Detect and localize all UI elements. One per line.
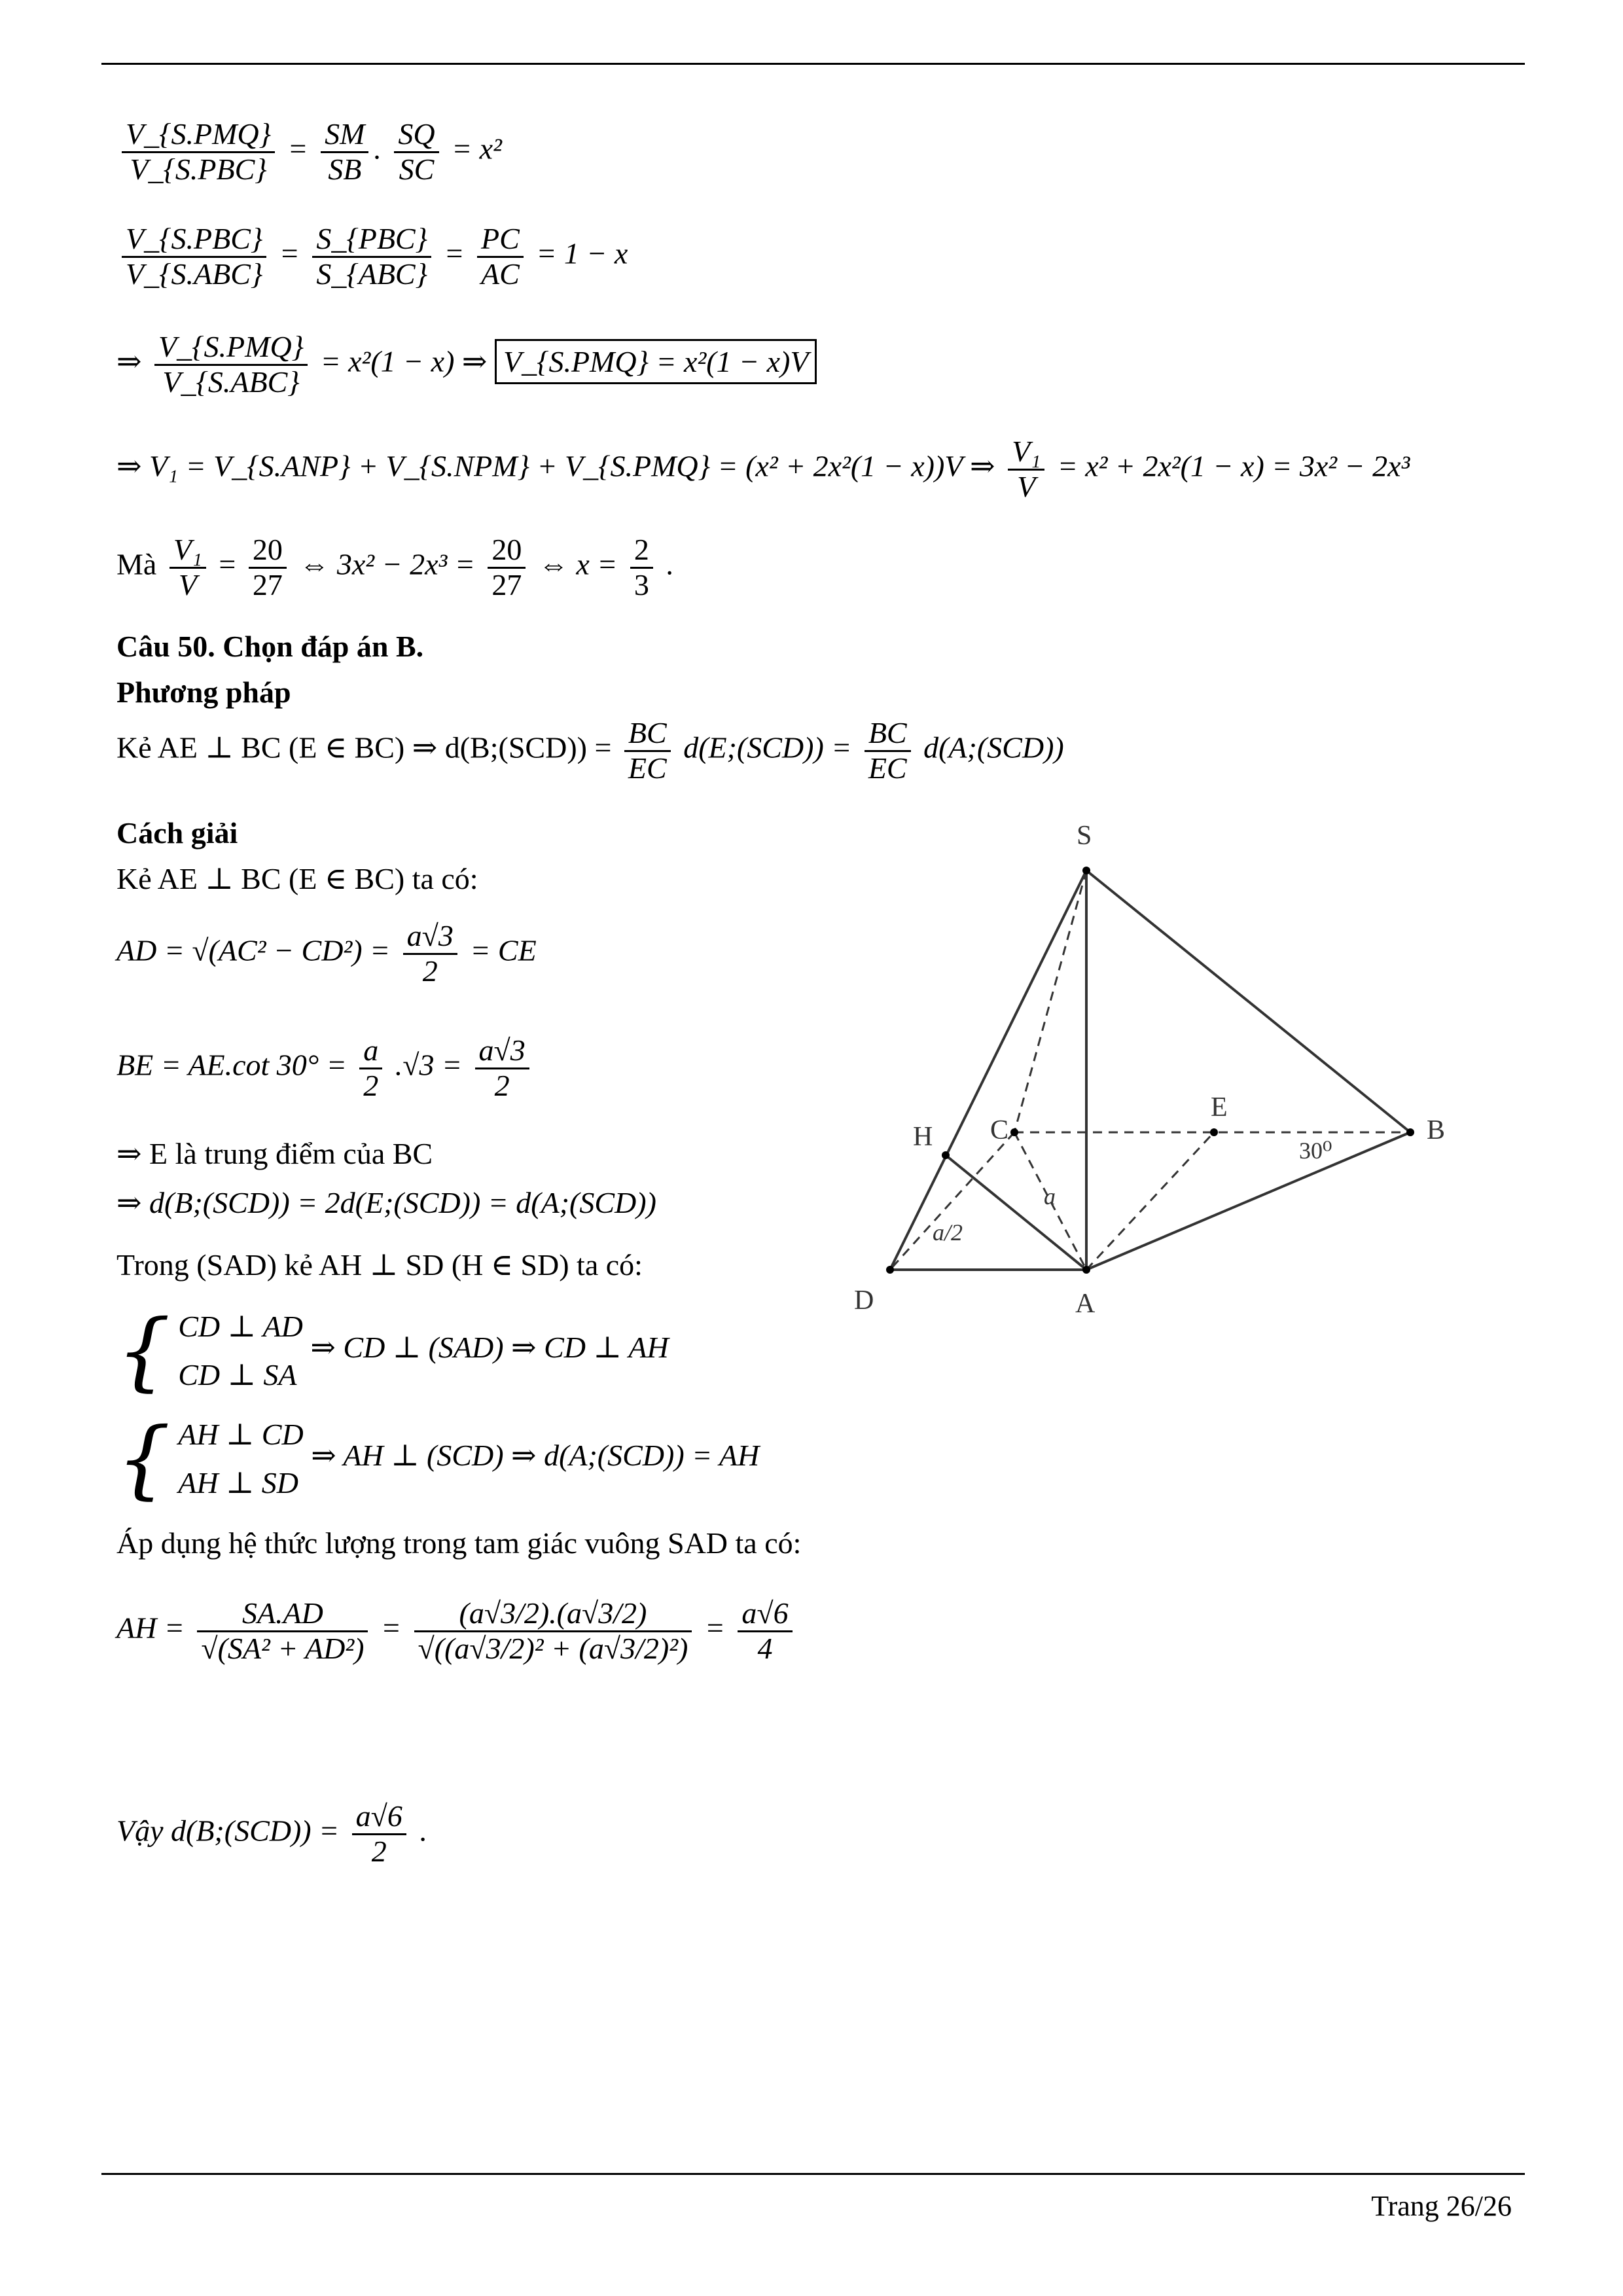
- text-ma: Mà: [116, 547, 157, 581]
- fraction-numerator: V_{S.PBC}: [122, 223, 266, 258]
- vertex-b: [1406, 1128, 1414, 1136]
- left-brace: {: [116, 1300, 171, 1401]
- equation-part: = CE: [470, 933, 537, 967]
- label-c: C: [990, 1115, 1009, 1145]
- fraction-numerator: S_{PBC}: [312, 223, 431, 258]
- fraction-denominator: √((a√3/2)² + (a√3/2)²): [418, 1631, 688, 1665]
- equation-part: = x² + 2x²(1 − x) = 3x² − 2x³: [1057, 449, 1410, 483]
- system-rhs: ⇒ AH ⊥ (SCD) ⇒ d(A;(SCD)) = AH: [311, 1439, 760, 1473]
- boxed-result: V_{S.PMQ} = x²(1 − x)V: [495, 339, 817, 384]
- fraction-denominator: SB: [328, 152, 362, 186]
- fraction-numerator: BC: [624, 717, 671, 752]
- equation-part: .√3 =: [395, 1048, 463, 1082]
- question-50-title: Câu 50. Chọn đáp án B.: [116, 630, 424, 663]
- segment-ha: [946, 1155, 1086, 1270]
- fraction-denominator: EC: [868, 751, 907, 785]
- fraction-numerator: a√6: [738, 1597, 792, 1632]
- segment-ae: [1086, 1132, 1214, 1270]
- vertex-c: [1010, 1128, 1018, 1136]
- fraction-denominator: V_{S.ABC}: [126, 257, 263, 291]
- fraction-denominator: V_{S.ABC}: [162, 365, 300, 399]
- label-angle-30: 30⁰: [1299, 1138, 1332, 1164]
- vertex-e: [1210, 1128, 1218, 1136]
- period: .: [419, 1814, 427, 1848]
- equation-part: AD = √(AC² − CD²) =: [116, 933, 391, 967]
- vertex-h: [942, 1151, 950, 1159]
- edge-sb: [1086, 870, 1410, 1132]
- solution-step-6: Trong (SAD) kẻ AH ⊥ SD (H ∈ SD) ta có:: [116, 1248, 643, 1282]
- system-row: CD ⊥ SA: [178, 1357, 297, 1391]
- solution-system-2: [116, 1410, 759, 1507]
- equation-end: ⇔ x =: [538, 547, 618, 581]
- equation-part: ⇒ V₁ = V_{S.ANP} + V_{S.NPM} + V_{S.PMQ} = (x² + 2x²(1 − x))V ⇒: [116, 449, 995, 483]
- fraction-numerator: SM: [321, 118, 368, 153]
- equation-volume-ratio-pbc: $\frac{\text{V\_\{S.PBC\}}}{\text{V\_\{S.ABC\}}}$ = $\frac{\text{S\_\{PBC\}}}{\text{S\_\{ABC\}}}$ = $\frac{PC}{AC}$ = 1 − x: [116, 223, 628, 291]
- fraction-numerator: a√3: [403, 920, 457, 955]
- equation-solve-x: Mà $\frac{\text{V₁}}{V}$ = $\frac{20}{27}$ ⇔ 3x² − 2x³ = $\frac{20}{27}$ ⇔ x = $\frac{2}{3}$ .: [116, 533, 673, 601]
- fraction-denominator: 27: [491, 567, 522, 601]
- fraction-numerator: V₁: [169, 533, 206, 569]
- fraction-denominator: S_{ABC}: [316, 257, 427, 291]
- label-b: B: [1427, 1115, 1446, 1145]
- fraction-numerator: 20: [488, 533, 526, 569]
- system-row: AH ⊥ SD: [178, 1465, 299, 1499]
- fraction-denominator: 27: [252, 567, 283, 601]
- equation-middle: ⇔ 3x² − 2x³ =: [299, 547, 475, 581]
- system-row: AH ⊥ CD: [178, 1418, 304, 1451]
- solution-ah-computation: AH = $\frac{SA.AD}{\text{√(SA² + AD²)}}$ = $\frac{(a√3/2).(a√3/2)}{\text{√((a√3/2)² + (a√3/2)²)}}$ = $\frac{a√6}{4}$: [116, 1597, 798, 1665]
- fraction-numerator: 20: [249, 533, 287, 569]
- fraction-numerator: SQ: [394, 118, 438, 153]
- equation-volume-pmq-boxed: [116, 331, 817, 399]
- equation-middle: = x²(1 − x) ⇒: [320, 344, 488, 378]
- left-brace: {: [116, 1408, 171, 1509]
- page-number: Trang 26/26: [1371, 2190, 1512, 2222]
- method-part: d(A;(SCD)): [923, 730, 1064, 764]
- solution-step-9: Áp dụng hệ thức lượng trong tam giác vuông SAD ta có:: [116, 1526, 802, 1560]
- fraction-denominator: 2: [422, 954, 438, 988]
- equation-part: Vậy d(B;(SCD)) =: [116, 1814, 340, 1848]
- equation-rhs: = 1 − x: [536, 236, 628, 270]
- method-part: d(E;(SCD)) =: [683, 730, 852, 764]
- label-edge-a: a: [1044, 1183, 1056, 1210]
- edge-ab: [1086, 1132, 1410, 1270]
- label-s: S: [1077, 821, 1092, 851]
- footer-rule: [101, 2173, 1525, 2175]
- solution-step-2: [116, 920, 537, 988]
- header-rule: [101, 63, 1525, 65]
- equation-rhs: = x²: [452, 132, 502, 166]
- fraction-denominator: AC: [481, 257, 520, 291]
- label-edge-a-half: a/2: [933, 1219, 963, 1246]
- fraction-numerator: V₁: [1008, 435, 1044, 471]
- figure-edges: [890, 870, 1410, 1270]
- fraction-numerator: a: [359, 1034, 382, 1069]
- fraction-denominator: 2: [371, 1834, 387, 1868]
- fraction-denominator: 2: [494, 1068, 510, 1102]
- fraction-numerator: SA.AD: [197, 1597, 368, 1632]
- edge-cd: [890, 1132, 1014, 1270]
- fraction-denominator: V: [178, 567, 197, 601]
- fraction-denominator: 2: [363, 1068, 379, 1102]
- equation-v1-sum: [116, 435, 1410, 503]
- fraction-numerator: V_{S.PMQ}: [154, 331, 308, 366]
- fraction-numerator: BC: [865, 717, 911, 752]
- label-h: H: [913, 1122, 933, 1152]
- fraction-denominator: V_{S.PBC}: [130, 152, 267, 186]
- method-heading: Phương pháp: [116, 675, 291, 709]
- solution-system-1: [116, 1302, 669, 1399]
- fraction-numerator: (a√3/2).(a√3/2): [414, 1597, 692, 1632]
- label-a: A: [1075, 1289, 1096, 1319]
- fraction-denominator: EC: [628, 751, 667, 785]
- edge-sc: [1014, 870, 1086, 1132]
- system-rhs: ⇒ CD ⊥ (SAD) ⇒ CD ⊥ AH: [310, 1331, 669, 1365]
- method-statement: [116, 717, 1064, 785]
- pyramid-figure: [841, 818, 1456, 1329]
- system-row: CD ⊥ AD: [178, 1310, 303, 1343]
- fraction-numerator: V_{S.PMQ}: [122, 118, 275, 153]
- vertex-s: [1082, 867, 1090, 874]
- vertex-a: [1082, 1266, 1090, 1274]
- fraction-denominator: SC: [399, 152, 435, 186]
- solution-step-3: [116, 1034, 535, 1102]
- fraction-denominator: 3: [633, 567, 649, 601]
- fraction-denominator: 4: [757, 1631, 773, 1665]
- fraction-numerator: a√6: [352, 1800, 406, 1835]
- solution-conclusion: [116, 1800, 427, 1868]
- equation-part: BE = AE.cot 30° =: [116, 1048, 347, 1082]
- fraction-numerator: PC: [477, 223, 524, 258]
- label-d: D: [854, 1285, 874, 1316]
- fraction-numerator: a√3: [475, 1034, 529, 1069]
- fraction-denominator: V: [1017, 469, 1036, 503]
- fraction-denominator: √(SA² + AD²): [201, 1631, 365, 1665]
- fraction-numerator: 2: [630, 533, 653, 569]
- solution-step-1: Kẻ AE ⊥ BC (E ∈ BC) ta có:: [116, 862, 478, 895]
- vertex-d: [886, 1266, 894, 1274]
- solution-step-5: ⇒ d(B;(SCD)) = 2d(E;(SCD)) = d(A;(SCD)): [116, 1186, 656, 1219]
- solution-step-4: ⇒ E là trung điểm của BC: [116, 1137, 433, 1170]
- edge-sd: [890, 870, 1086, 1270]
- implies-symbol: ⇒: [116, 344, 142, 378]
- method-part: Kẻ AE ⊥ BC (E ∈ BC) ⇒ d(B;(SCD)) =: [116, 730, 612, 764]
- solution-heading: Cách giải: [116, 816, 238, 850]
- period: .: [666, 547, 673, 581]
- equation-part: AH =: [116, 1611, 185, 1645]
- label-e: E: [1211, 1092, 1228, 1122]
- equation-volume-ratio-pmq: $\frac{\text{V\_\{S.PMQ\}}}{\text{V\_\{S.PBC\}}}$ = $\frac{SM}{SB}$ . $\frac{SQ}{SC}$ = x²: [116, 118, 502, 186]
